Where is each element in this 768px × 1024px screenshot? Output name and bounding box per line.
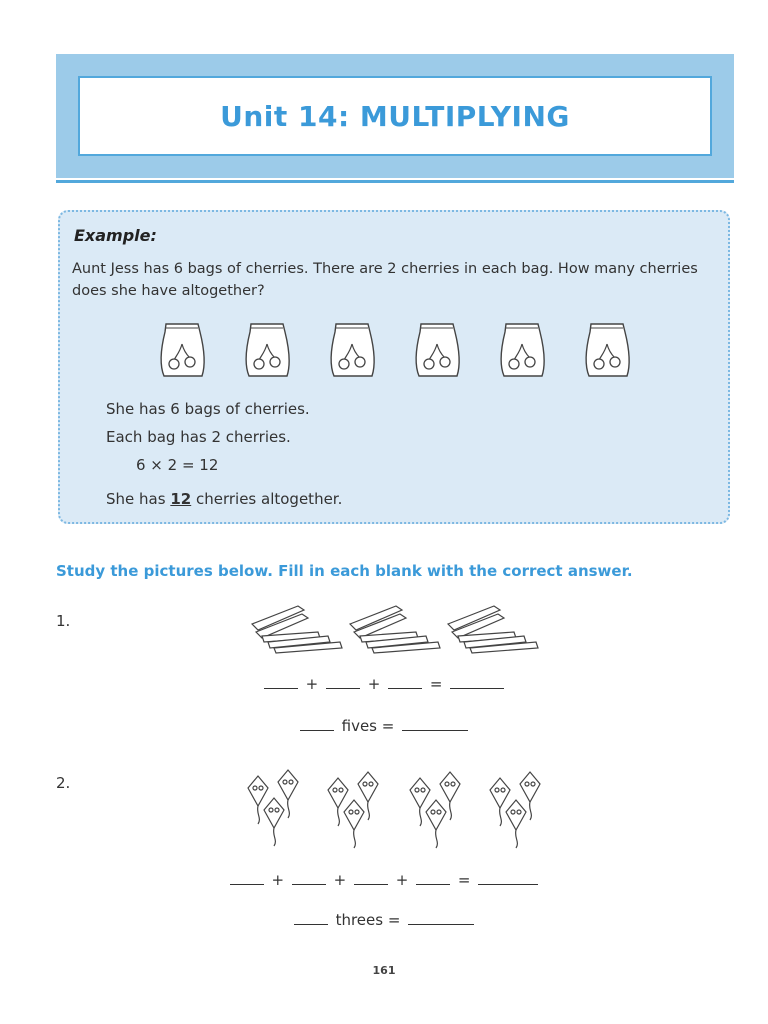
answer-value: 12 — [170, 490, 192, 508]
question-1-sum-line — [0, 674, 768, 693]
groups-blank[interactable] — [300, 716, 334, 731]
cherry-bag-icon — [496, 318, 548, 380]
question-1-word-line — [0, 716, 768, 735]
cherry-bag-icon — [581, 318, 633, 380]
product-blank[interactable] — [402, 716, 468, 731]
product-blank[interactable] — [408, 910, 474, 925]
plus-sign: + — [305, 675, 319, 693]
example-box — [58, 210, 730, 524]
group-word: fives — [341, 717, 377, 735]
question-2-number: 2. — [56, 774, 71, 792]
page-title: Unit 14: MULTIPLYING — [220, 99, 570, 133]
sum-blank[interactable] — [230, 870, 264, 885]
sum-blank[interactable] — [416, 870, 450, 885]
question-2-sum-line — [0, 870, 768, 889]
answer-suffix: cherries altogether. — [195, 490, 343, 508]
plus-sign: + — [333, 871, 347, 889]
pens-group-icon — [248, 602, 548, 654]
equals-sign: = — [429, 675, 443, 693]
cherry-bag-icon — [411, 318, 463, 380]
cherry-bag-icon — [326, 318, 378, 380]
sum-blank[interactable] — [292, 870, 326, 885]
plus-sign: + — [395, 871, 409, 889]
group-word: threes — [335, 911, 384, 929]
equals-sign: = — [381, 717, 395, 735]
equals-sign: = — [457, 871, 471, 889]
kites-group-icon — [244, 766, 544, 850]
example-label: Example: — [74, 226, 157, 245]
cherry-bag-icon — [241, 318, 293, 380]
question-1-number: 1. — [56, 612, 71, 630]
sum-answer-blank[interactable] — [478, 870, 538, 885]
sum-blank[interactable] — [326, 674, 360, 689]
answer-prefix: She has — [106, 490, 166, 508]
header-rule — [56, 180, 734, 183]
example-answer — [106, 490, 342, 508]
instruction-text: Study the pictures below. Fill in each blank with the correct answer. — [56, 562, 633, 580]
cherry-bags-row — [156, 318, 636, 382]
plus-sign: + — [271, 871, 285, 889]
cherry-bag-icon — [156, 318, 208, 380]
example-line-2: Each bag has 2 cherries. — [106, 428, 291, 446]
sum-blank[interactable] — [264, 674, 298, 689]
title-box — [78, 76, 712, 156]
example-equation: 6 × 2 = 12 — [136, 456, 219, 474]
example-line-1: She has 6 bags of cherries. — [106, 400, 310, 418]
sum-answer-blank[interactable] — [450, 674, 504, 689]
plus-sign: + — [367, 675, 381, 693]
example-question: Aunt Jess has 6 bags of cherries. There are 2 cherries in each bag. How many cherries does she have altogether? — [72, 261, 698, 299]
groups-blank[interactable] — [294, 910, 328, 925]
question-2-word-line — [0, 910, 768, 929]
equals-sign: = — [387, 911, 401, 929]
sum-blank[interactable] — [354, 870, 388, 885]
sum-blank[interactable] — [388, 674, 422, 689]
page-number: 161 — [372, 964, 396, 977]
